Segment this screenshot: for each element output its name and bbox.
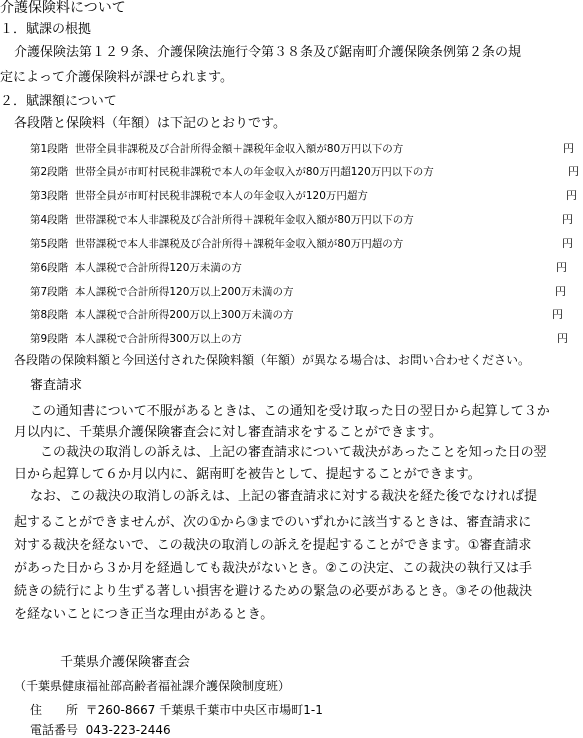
appeal-paragraph-line: この通知書について不服があるときは、この通知を受け取った日の翌日から起算して３か xyxy=(30,404,550,419)
appeal-paragraph-line: を経ないことにつき正当な理由があるとき。 xyxy=(14,607,274,622)
appeal-paragraph-line: なお、この裁決の取消しの訴えは、上記の審査請求に対する裁決を経た後でなければ提 xyxy=(30,489,538,504)
level-description: 本人課税で合計所得200万以上300万未満の方 xyxy=(74,309,294,321)
level-stage: 第2段階 xyxy=(30,166,69,178)
appeal-paragraph-line: この裁決の取消しの訴えは、上記の審査請求について裁決があったことを知った日の翌 xyxy=(40,445,547,460)
appeal-paragraph-line: 対する裁決を経ないで、この裁決の取消しの訴えを提起することができます。①審査請求 xyxy=(14,538,532,553)
level-stage: 第7段階 xyxy=(30,286,69,298)
level-yen: 円 xyxy=(568,165,579,178)
level-row xyxy=(30,164,434,180)
address-label: 住 所 xyxy=(30,703,79,717)
document-title: 介護保険料について xyxy=(0,0,126,16)
level-yen: 円 xyxy=(562,237,573,250)
level-row xyxy=(30,331,242,347)
appeal-paragraph-line: 続きの続行により生ずる著しい損害を避けるための緊急の必要があるとき。③その他裁決 xyxy=(14,584,533,599)
level-row xyxy=(30,236,403,252)
level-description: 世帯全員が市町村民税非課税で本人の年金収入が80万円超120万円以下の方 xyxy=(74,166,434,178)
appeal-paragraph-line: 日から起算して６か月以内に、鋸南町を被告として、提起することができます。 xyxy=(14,467,481,482)
level-row xyxy=(30,141,403,157)
levels-inquiry-note: 各段階の保険料額と今回送付された保険料額（年額）が異なる場合は、お問い合わせください。 xyxy=(14,353,531,367)
level-description: 世帯全員が市町村民税非課税で本人の年金収入が120万円超方 xyxy=(74,190,368,202)
appeal-paragraph-line: 月以内に、千葉県介護保険審査会に対し審査請求をすることができます。 xyxy=(14,425,442,440)
phone-value: 043-223-2446 xyxy=(85,723,171,737)
contact-department: （千葉県健康福祉部高齢者福祉課介護保険制度班） xyxy=(14,679,291,693)
section-2-heading: ２．賦課額について xyxy=(0,94,117,109)
level-yen: 円 xyxy=(552,308,563,321)
level-row xyxy=(30,260,242,276)
phone-label: 電話番号 xyxy=(30,723,79,737)
level-description: 世帯課税で本人非課税及び合計所得＋課税年金収入額が80万円超の方 xyxy=(74,238,404,250)
level-stage: 第4段階 xyxy=(30,214,69,226)
level-stage: 第8段階 xyxy=(30,309,69,321)
level-row xyxy=(30,212,414,228)
level-yen: 円 xyxy=(566,189,577,202)
level-stage: 第1段階 xyxy=(30,143,69,155)
level-yen: 円 xyxy=(556,261,567,274)
level-stage: 第5段階 xyxy=(30,238,69,250)
appeal-paragraph-line: 起することができませんが、次の①から③までのいずれかに該当するときは、審査請求に xyxy=(14,515,532,530)
level-description: 世帯全員非課税及び合計所得金額＋課税年金収入額が80万円以下の方 xyxy=(74,143,404,155)
address-value: 〒260-8667 千葉県千葉市中央区市場町1-1 xyxy=(85,703,323,717)
level-row xyxy=(30,284,293,300)
level-yen: 円 xyxy=(562,213,573,226)
level-description: 世帯課税で本人非課税及び合計所得＋課税年金収入額が80万円以下の方 xyxy=(74,214,414,226)
section-1-body-line: 介護保険法第１２９条、介護保険法施行令第３８条及び鋸南町介護保険条例第２条の規 xyxy=(14,45,522,60)
level-row xyxy=(30,307,293,323)
level-stage: 第3段階 xyxy=(30,190,69,202)
level-stage: 第9段階 xyxy=(30,333,69,345)
level-stage: 第6段階 xyxy=(30,262,69,274)
level-yen: 円 xyxy=(555,285,566,298)
level-yen: 円 xyxy=(557,332,568,345)
level-row xyxy=(30,188,368,204)
level-description: 本人課税で合計所得120万以上200万未満の方 xyxy=(74,286,294,298)
level-yen: 円 xyxy=(563,142,574,155)
level-description: 本人課税で合計所得300万以上の方 xyxy=(74,333,242,345)
contact-organization: 千葉県介護保険審査会 xyxy=(60,655,191,670)
appeal-paragraph-line: があった日から３か月を経過しても裁決がないとき。②この決定、この裁決の執行又は手 xyxy=(14,561,533,576)
contact-address-row xyxy=(30,702,323,718)
section-1-heading: １．賦課の根拠 xyxy=(0,22,92,37)
appeal-heading: 審査請求 xyxy=(30,378,83,393)
contact-phone-row xyxy=(30,722,171,738)
section-2-intro: 各段階と保険料（年額）は下記のとおりです。 xyxy=(14,116,286,131)
section-1-body-line: 定によって介護保険料が課せられます。 xyxy=(0,70,233,85)
level-description: 本人課税で合計所得120万未満の方 xyxy=(74,262,242,274)
